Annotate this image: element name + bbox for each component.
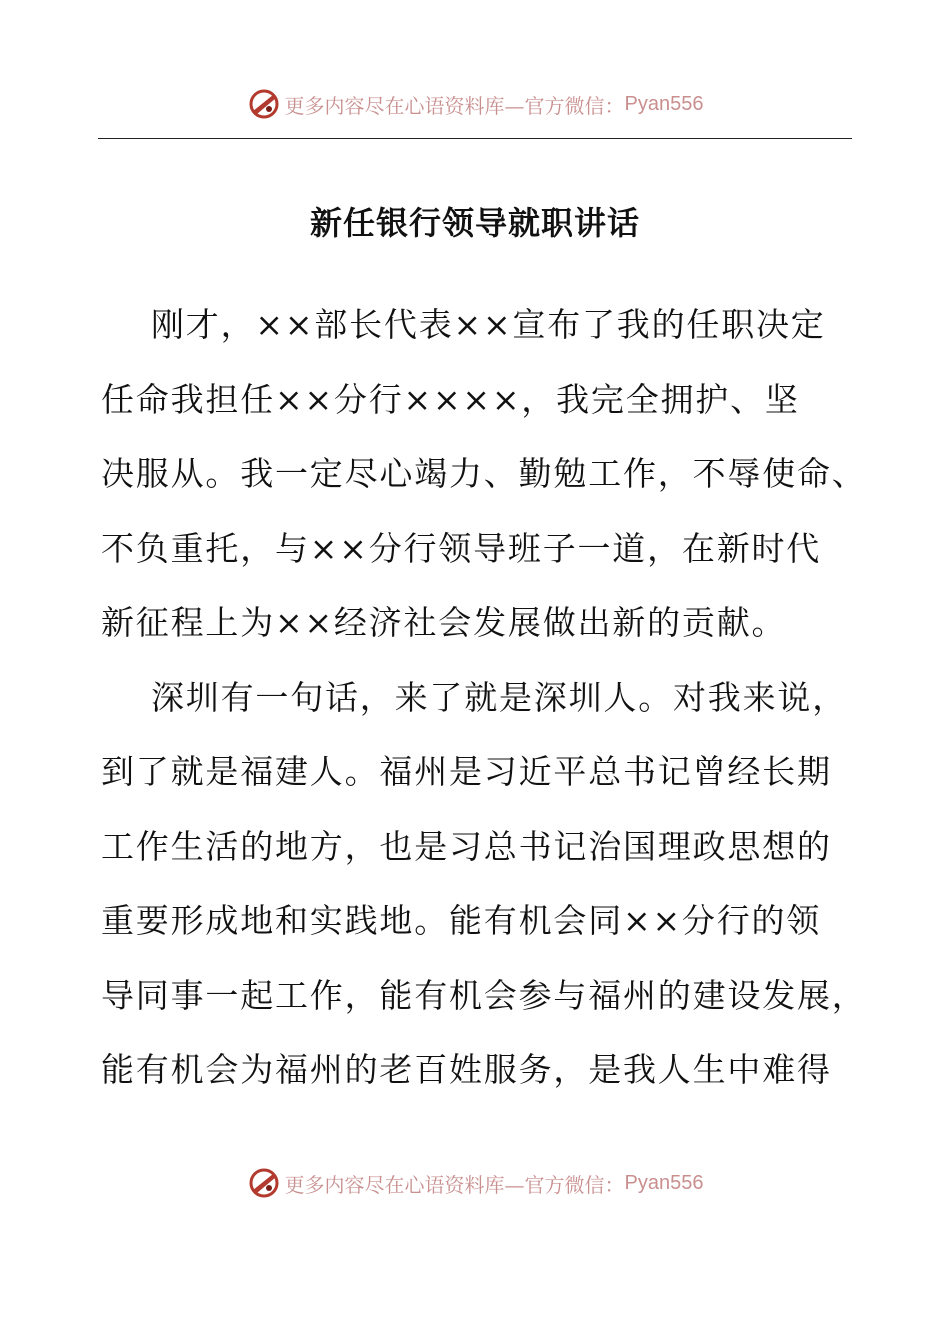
pen-circle-logo-icon: [247, 87, 281, 121]
document-title: 新任银行领导就职讲话: [309, 204, 640, 242]
body-line: 新征程上为××经济社会发展做出新的贡献。: [101, 603, 787, 642]
header-divider: [98, 138, 852, 139]
header-banner-code: Pyan556: [624, 92, 704, 115]
pen-circle-logo-icon: [247, 1166, 281, 1200]
body-line: 导同事一起工作，能有机会参与福州的建设发展，: [101, 975, 867, 1015]
header-banner: [0, 84, 950, 124]
body-line: 任命我担任××分行××××，我完全拥护、坚: [101, 379, 800, 419]
body-line: 决服从。我一定尽心竭力、勤勉工作，不辱使命、: [101, 454, 867, 493]
body-line: 能有机会为福州的老百姓服务，是我人生中难得: [101, 1050, 832, 1089]
body-line: 工作生活的地方，也是习总书记治国理政思想的: [101, 826, 832, 866]
document-body: [101, 288, 871, 1108]
body-line: 到了就是福建人。福州是习近平总书记曾经长期: [101, 752, 832, 791]
footer-banner-code: Pyan556: [624, 1171, 704, 1194]
footer-banner: [0, 1163, 950, 1203]
header-banner-text: 更多内容尽在心语资料库—官方微信：: [284, 93, 625, 118]
footer-banner-text: 更多内容尽在心语资料库—官方微信：: [284, 1172, 625, 1197]
body-line: 深圳有一句话，来了就是深圳人。对我来说，: [151, 677, 847, 717]
body-line: 不负重托，与××分行领导班子一道，在新时代: [101, 528, 822, 568]
body-line: 刚才，××部长代表××宣布了我的任职决定: [151, 305, 826, 344]
body-line: 重要形成地和实践地。能有机会同××分行的领: [101, 901, 822, 940]
